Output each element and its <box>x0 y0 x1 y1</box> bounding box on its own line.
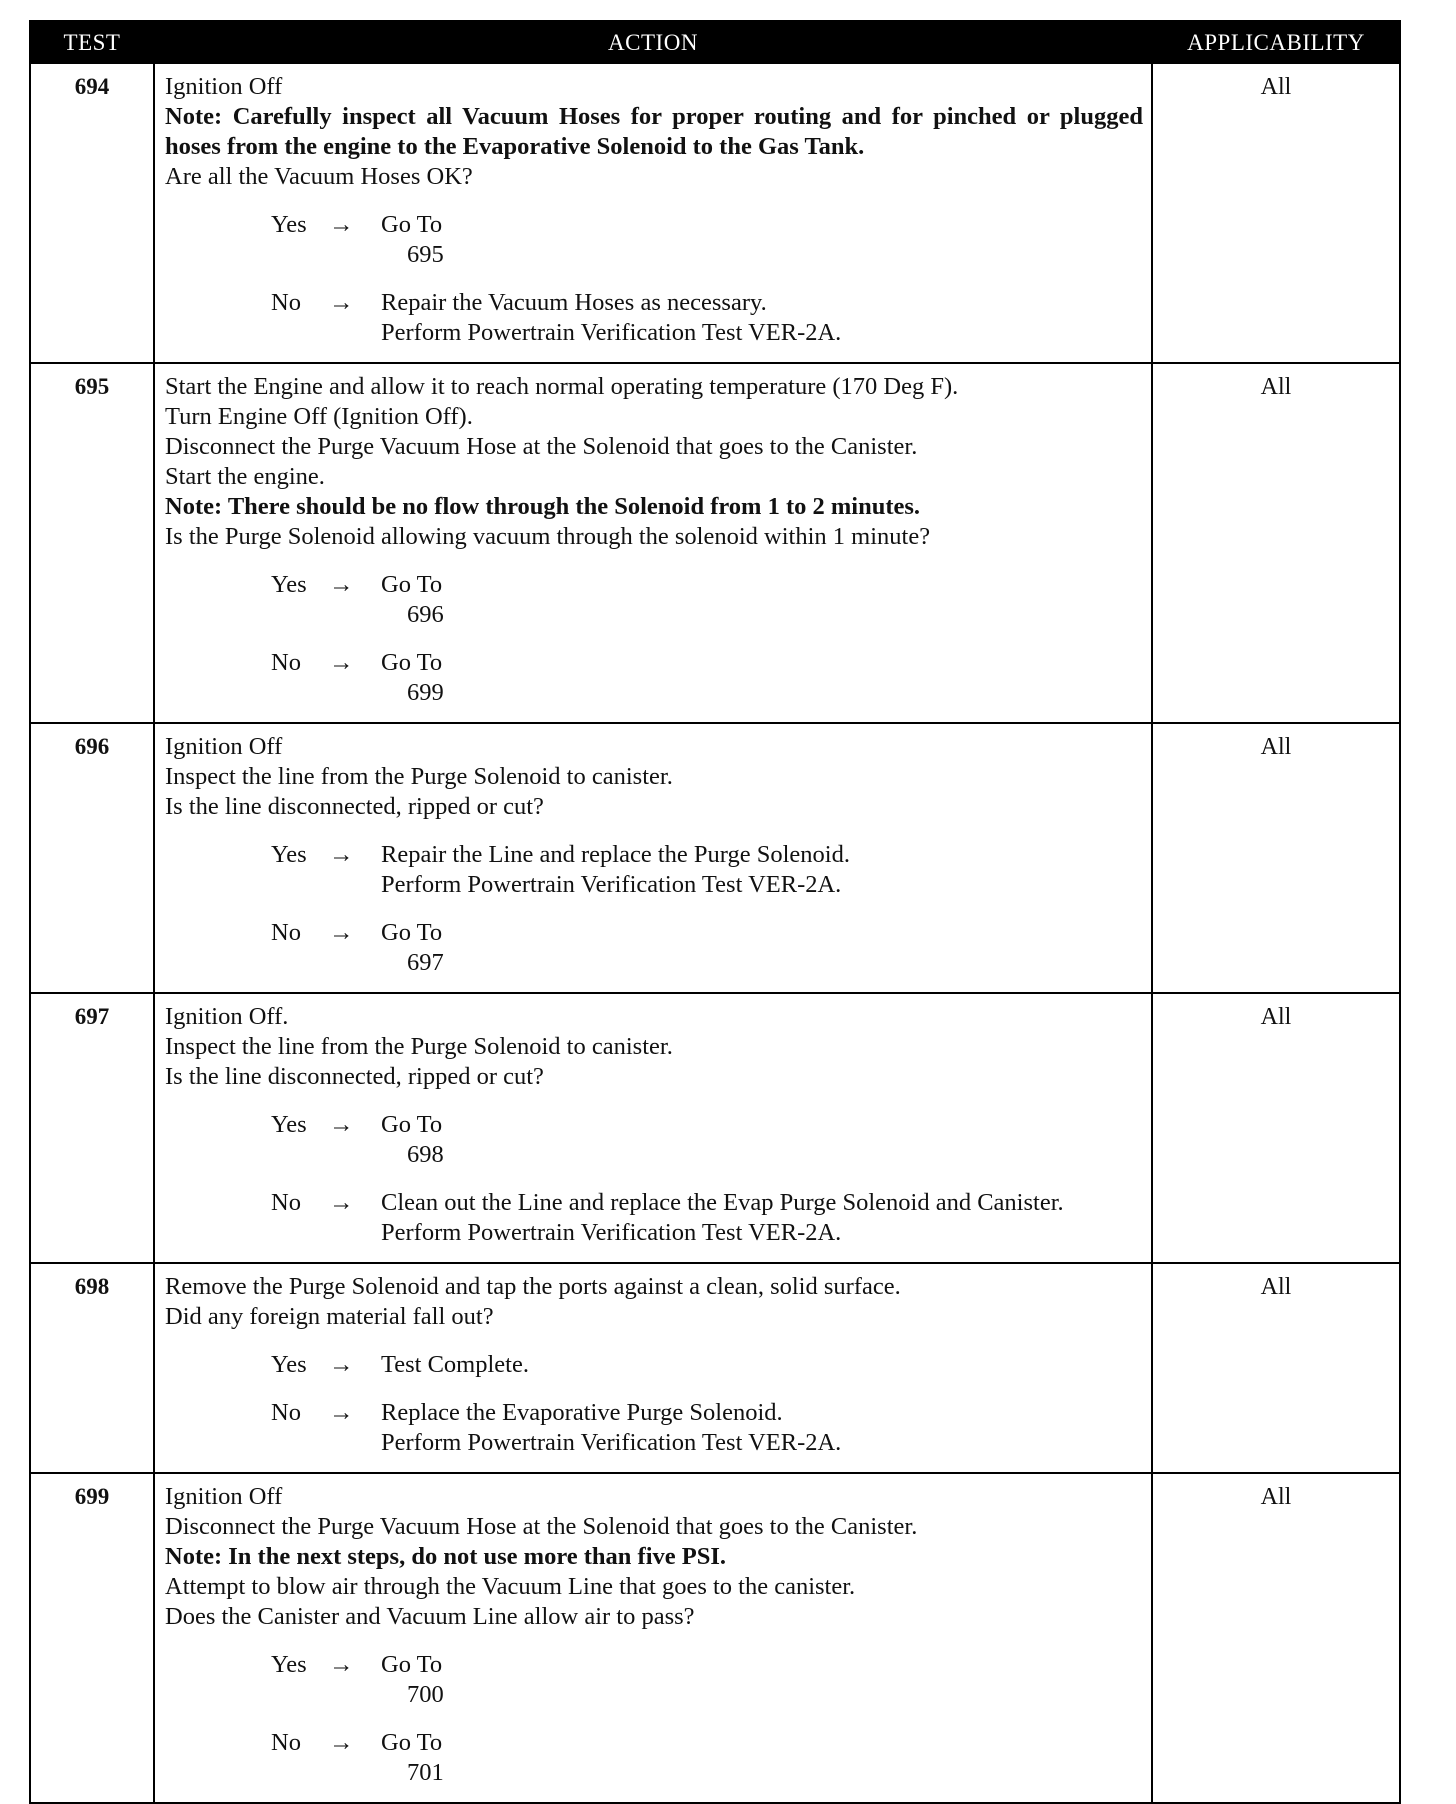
arrow-icon: → <box>329 649 354 676</box>
test-number: 698 <box>74 1274 110 1299</box>
action-line: Is the line disconnected, ripped or cut? <box>165 793 544 820</box>
arrow-icon: → <box>329 289 354 316</box>
action-line: Did any foreign material fall out? <box>165 1303 494 1330</box>
no-result-text <box>381 918 1143 978</box>
test-number: 697 <box>74 1004 110 1029</box>
applicability-value: All <box>1260 374 1292 400</box>
yes-result <box>381 1110 1143 1170</box>
yes-result-text <box>381 570 1143 630</box>
table-row <box>31 1472 1399 1802</box>
arrow-icon: → <box>329 571 354 598</box>
action-line: Ignition Off <box>165 73 283 100</box>
action-line: Ignition Off <box>165 733 283 760</box>
yes-option <box>271 840 1143 900</box>
yes-label: Yes <box>271 1111 307 1138</box>
yes-result-text <box>381 1110 1143 1170</box>
answer-options <box>165 1650 1143 1788</box>
action-cell <box>153 724 1153 992</box>
action-line: Remove the Purge Solenoid and tap the ports against a clean, solid surface. <box>165 1273 901 1300</box>
no-result-text <box>381 1188 1143 1218</box>
no-result <box>381 648 1143 708</box>
goto-test-number: 697 <box>407 949 444 976</box>
no-result-line: Go To <box>381 649 443 676</box>
applicability-value: All <box>1260 1274 1292 1300</box>
table-row <box>31 64 1399 362</box>
action-question: Are all the Vacuum Hoses OK? <box>165 163 473 190</box>
answer-options <box>165 570 1143 708</box>
arrow-icon: → <box>329 841 354 868</box>
table-row <box>31 362 1399 722</box>
arrow-icon: → <box>329 1111 354 1138</box>
no-label: No <box>271 649 301 676</box>
header-applicability: APPLICABILITY <box>1187 30 1365 55</box>
yes-option <box>271 570 1143 630</box>
no-result-line-2: Perform Powertrain Verification Test VER-2A. <box>381 1219 842 1246</box>
yes-option <box>271 1110 1143 1170</box>
no-option <box>271 288 1143 348</box>
test-number: 699 <box>74 1484 110 1509</box>
yes-result <box>381 1350 1143 1380</box>
yes-result-text <box>381 840 1143 870</box>
action-line: Start the engine. <box>165 463 325 490</box>
no-result-line-2: Perform Powertrain Verification Test VER-2A. <box>381 1429 842 1456</box>
yes-label: Yes <box>271 211 307 238</box>
goto-test-number: 695 <box>407 241 444 268</box>
no-label: No <box>271 289 301 316</box>
no-result-line: Go To <box>381 919 443 946</box>
action-note: Note: In the next steps, do not use more than five PSI. <box>165 1543 726 1570</box>
yes-result-text <box>381 1350 1143 1380</box>
action-cell <box>153 1264 1153 1472</box>
no-result-line: Replace the Evaporative Purge Solenoid. <box>381 1399 783 1426</box>
test-number: 694 <box>74 74 110 99</box>
no-result <box>381 288 1143 348</box>
yes-result-text <box>381 210 1143 270</box>
no-result <box>381 1728 1143 1788</box>
yes-result-text <box>381 1650 1143 1710</box>
yes-label: Yes <box>271 1351 307 1378</box>
applicability-value: All <box>1260 1484 1292 1510</box>
applicability-value: All <box>1260 734 1292 760</box>
no-result-text <box>381 648 1143 708</box>
answer-options <box>165 1350 1143 1458</box>
table-row <box>31 1262 1399 1472</box>
no-result-line-2: Perform Powertrain Verification Test VER-2A. <box>381 319 842 346</box>
action-line: Inspect the line from the Purge Solenoid to canister. <box>165 1033 673 1060</box>
arrow-icon: → <box>329 1351 354 1378</box>
action-note: Note: Carefully inspect all Vacuum Hoses for proper routing and for pinched or plugged hoses from the engine to the Evaporative Solenoid to the Gas Tank. <box>165 103 1143 160</box>
action-line: Disconnect the Purge Vacuum Hose at the Solenoid that goes to the Canister. <box>165 1513 918 1540</box>
no-option <box>271 648 1143 708</box>
applicability-value: All <box>1260 1004 1292 1030</box>
answer-options <box>165 1110 1143 1248</box>
no-result <box>381 1188 1143 1248</box>
goto-test-number: 696 <box>407 601 444 628</box>
arrow-icon: → <box>329 1399 354 1426</box>
goto-test-number: 701 <box>407 1759 444 1786</box>
action-question: Is the Purge Solenoid allowing vacuum through the solenoid within 1 minute? <box>165 523 931 550</box>
action-line: Ignition Off <box>165 1483 283 1510</box>
applicability-value: All <box>1260 74 1292 100</box>
action-line: Is the line disconnected, ripped or cut? <box>165 1063 544 1090</box>
no-option <box>271 1398 1143 1458</box>
arrow-icon: → <box>329 919 354 946</box>
yes-label: Yes <box>271 841 307 868</box>
yes-option <box>271 1350 1143 1380</box>
yes-result <box>381 210 1143 270</box>
table-body <box>31 64 1399 1802</box>
no-result-line: Repair the Vacuum Hoses as necessary. <box>381 289 767 316</box>
table-header <box>31 22 1399 64</box>
no-label: No <box>271 919 301 946</box>
action-cell <box>153 64 1153 362</box>
goto-test-number: 699 <box>407 679 444 706</box>
action-note: Note: There should be no flow through the Solenoid from 1 to 2 minutes. <box>165 493 921 520</box>
no-result-text <box>381 288 1143 318</box>
table-row <box>31 992 1399 1262</box>
arrow-icon: → <box>329 1729 354 1756</box>
yes-result <box>381 570 1143 630</box>
yes-result-line: Go To <box>381 1651 443 1678</box>
action-line: Turn Engine Off (Ignition Off). <box>165 403 473 430</box>
answer-options <box>165 210 1143 348</box>
yes-option <box>271 210 1143 270</box>
goto-test-number: 700 <box>407 1681 444 1708</box>
no-option <box>271 1188 1143 1248</box>
test-number: 695 <box>74 374 110 399</box>
yes-result-line: Go To <box>381 211 443 238</box>
no-label: No <box>271 1729 301 1756</box>
no-result <box>381 1398 1143 1458</box>
no-result-text <box>381 1398 1143 1428</box>
no-result-line: Clean out the Line and replace the Evap Purge Solenoid and Canister. <box>381 1189 1064 1216</box>
header-test: TEST <box>63 30 121 55</box>
yes-option <box>271 1650 1143 1710</box>
yes-result-line: Test Complete. <box>381 1351 529 1378</box>
arrow-icon: → <box>329 1651 354 1678</box>
no-label: No <box>271 1189 301 1216</box>
action-line: Ignition Off. <box>165 1003 289 1030</box>
goto-test-number: 698 <box>407 1141 444 1168</box>
test-number: 696 <box>74 734 110 759</box>
action-cell <box>153 364 1153 722</box>
answer-options <box>165 840 1143 978</box>
yes-result-line: Go To <box>381 1111 443 1138</box>
action-cell <box>153 1474 1153 1802</box>
action-cell <box>153 994 1153 1262</box>
no-option <box>271 1728 1143 1788</box>
no-label: No <box>271 1399 301 1426</box>
yes-result <box>381 840 1143 900</box>
table-row <box>31 722 1399 992</box>
action-line: Start the Engine and allow it to reach normal operating temperature (170 Deg F). <box>165 373 959 400</box>
arrow-icon: → <box>329 211 354 238</box>
action-question: Attempt to blow air through the Vacuum Line that goes to the canister. <box>165 1573 856 1600</box>
yes-label: Yes <box>271 571 307 598</box>
arrow-icon: → <box>329 1189 354 1216</box>
test-table <box>29 20 1401 1804</box>
yes-label: Yes <box>271 1651 307 1678</box>
action-line: Inspect the line from the Purge Solenoid to canister. <box>165 763 673 790</box>
no-result-line: Go To <box>381 1729 443 1756</box>
header-action: ACTION <box>608 30 698 55</box>
no-option <box>271 918 1143 978</box>
action-question: Does the Canister and Vacuum Line allow air to pass? <box>165 1603 695 1630</box>
yes-result <box>381 1650 1143 1710</box>
action-line: Disconnect the Purge Vacuum Hose at the Solenoid that goes to the Canister. <box>165 433 918 460</box>
no-result <box>381 918 1143 978</box>
yes-result-line-2: Perform Powertrain Verification Test VER-2A. <box>381 871 842 898</box>
yes-result-line: Go To <box>381 571 443 598</box>
no-result-text <box>381 1728 1143 1788</box>
yes-result-line: Repair the Line and replace the Purge Solenoid. <box>381 841 850 868</box>
